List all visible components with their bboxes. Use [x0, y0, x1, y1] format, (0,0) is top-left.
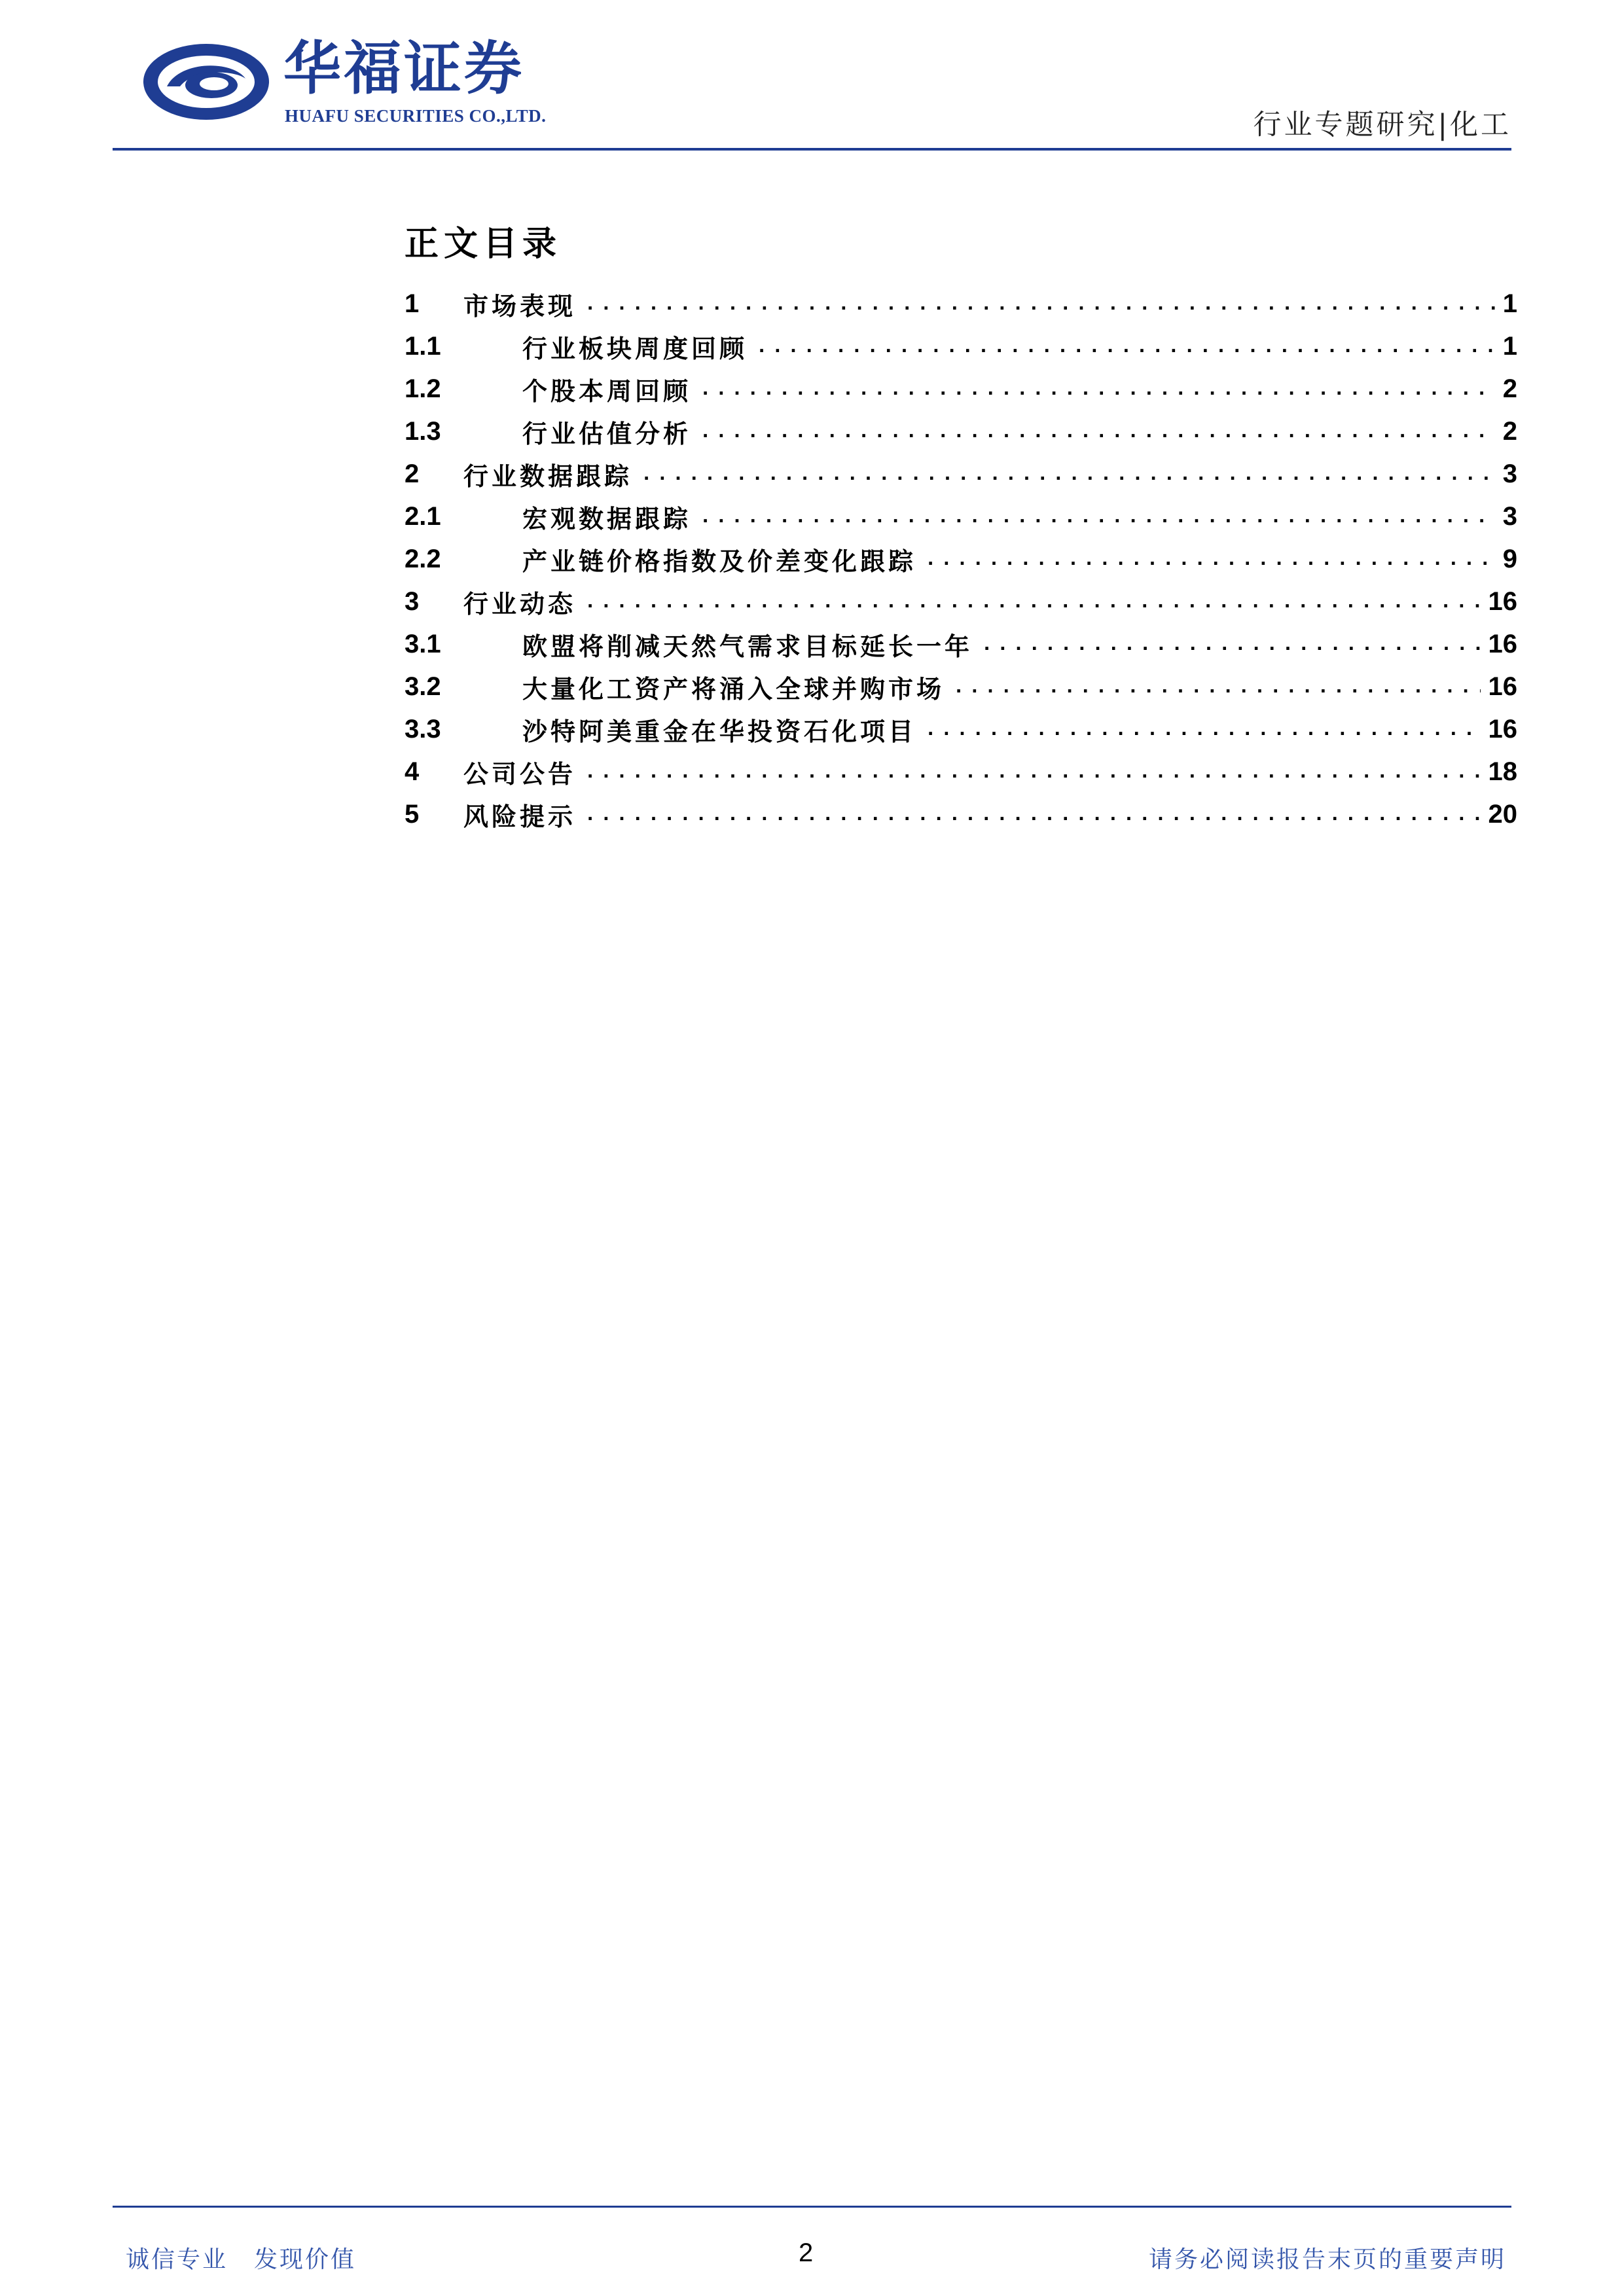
toc-leader-dots [584, 760, 1480, 784]
toc-entry-page: 16 [1488, 587, 1517, 616]
toc-entry-title: 大量化工资产将涌入全球并购市场 [522, 675, 945, 704]
toc-entry-number: 1 [405, 289, 420, 318]
toc-entry[interactable] [405, 581, 1517, 623]
toc-entry-page: 3 [1502, 502, 1517, 531]
toc-entry-title: 个股本周回顾 [522, 377, 692, 406]
toc-leader-dots [924, 547, 1495, 571]
toc-entry[interactable] [405, 708, 1517, 751]
toc-entry-number: 3.1 [405, 630, 441, 658]
toc-leader-dots [699, 377, 1495, 401]
toc-leader-dots [584, 590, 1480, 614]
toc-entry[interactable] [405, 368, 1517, 410]
toc-entry-number: 3 [405, 587, 420, 616]
toc-entry-number: 2 [405, 459, 420, 488]
toc-entry-number: 5 [405, 800, 420, 829]
toc-entry-title: 沙特阿美重金在华投资石化项目 [522, 717, 917, 746]
toc-entry-title: 风险提示 [463, 802, 577, 831]
footer-slogan [126, 2241, 356, 2274]
toc-entry-title: 公司公告 [463, 760, 577, 789]
toc-leader-dots [981, 632, 1480, 656]
toc-entry[interactable] [405, 623, 1517, 666]
toc-leader-dots [699, 420, 1495, 444]
toc-leader-dots [640, 462, 1495, 486]
toc-entry-title: 欧盟将削减天然气需求目标延长一年 [522, 632, 973, 661]
toc-entry[interactable] [405, 410, 1517, 453]
toc-leader-dots [584, 292, 1495, 316]
toc-entry[interactable] [405, 495, 1517, 538]
footer-disclaimer: 请务必阅读报告末页的重要声明 [1148, 2246, 1506, 2273]
toc-entry-title: 行业数据跟踪 [463, 462, 633, 491]
toc-title: 正文目录 [405, 224, 562, 264]
company-logo [141, 34, 547, 130]
toc-entry-page: 20 [1488, 800, 1517, 829]
toc-entry[interactable] [405, 793, 1517, 836]
toc-entry[interactable] [405, 538, 1517, 581]
header-divider [113, 148, 1511, 151]
toc-entry-page: 9 [1502, 545, 1517, 573]
toc-entry-title: 行业动态 [463, 590, 577, 619]
toc-leader-dots [755, 334, 1495, 359]
toc-entry-page: 16 [1488, 672, 1517, 701]
toc-entry-number: 3.2 [405, 672, 441, 701]
footer-slogan-1: 诚信专业 [126, 2246, 228, 2273]
toc-leader-dots [924, 717, 1480, 742]
toc-entry[interactable] [405, 283, 1517, 325]
toc-entry-number: 2.1 [405, 502, 441, 531]
toc-entry-page: 2 [1502, 417, 1517, 446]
toc-entry[interactable] [405, 666, 1517, 708]
toc-leader-dots [584, 802, 1480, 827]
toc-leader-dots [699, 505, 1495, 529]
toc-entry-page: 1 [1502, 332, 1517, 361]
toc-entry[interactable] [405, 325, 1517, 368]
footer-slogan-2: 发现价值 [254, 2246, 357, 2273]
toc-entry-number: 1.1 [405, 332, 441, 361]
toc-entry-title: 行业板块周度回顾 [522, 334, 748, 363]
toc-entry-number: 1.3 [405, 417, 441, 446]
toc-entry-title: 宏观数据跟踪 [522, 505, 692, 533]
huafu-emblem-icon [141, 41, 272, 123]
report-category: 行业专题研究|化工 [1253, 109, 1511, 141]
page-number: 2 [799, 2238, 814, 2267]
table-of-contents [405, 283, 1517, 836]
toc-entry-page: 2 [1502, 374, 1517, 403]
toc-entry-page: 16 [1488, 630, 1517, 658]
toc-leader-dots [952, 675, 1480, 699]
toc-entry-number: 1.2 [405, 374, 441, 403]
logo-chinese-name: 华福证券 [283, 34, 525, 102]
toc-entry-number: 2.2 [405, 545, 441, 573]
toc-entry-page: 16 [1488, 715, 1517, 744]
toc-entry-page: 1 [1502, 289, 1517, 318]
toc-entry-number: 4 [405, 757, 420, 786]
logo-english-name: HUAFU SECURITIES CO.,LTD. [285, 106, 547, 126]
toc-entry-page: 18 [1488, 757, 1517, 786]
toc-entry-page: 3 [1502, 459, 1517, 488]
toc-entry-title: 产业链价格指数及价差变化跟踪 [522, 547, 917, 576]
toc-entry-number: 3.3 [405, 715, 441, 744]
toc-entry-title: 行业估值分析 [522, 420, 692, 448]
toc-entry[interactable] [405, 751, 1517, 793]
footer-divider [113, 2206, 1511, 2208]
toc-entry[interactable] [405, 453, 1517, 495]
toc-entry-title: 市场表现 [463, 292, 577, 321]
